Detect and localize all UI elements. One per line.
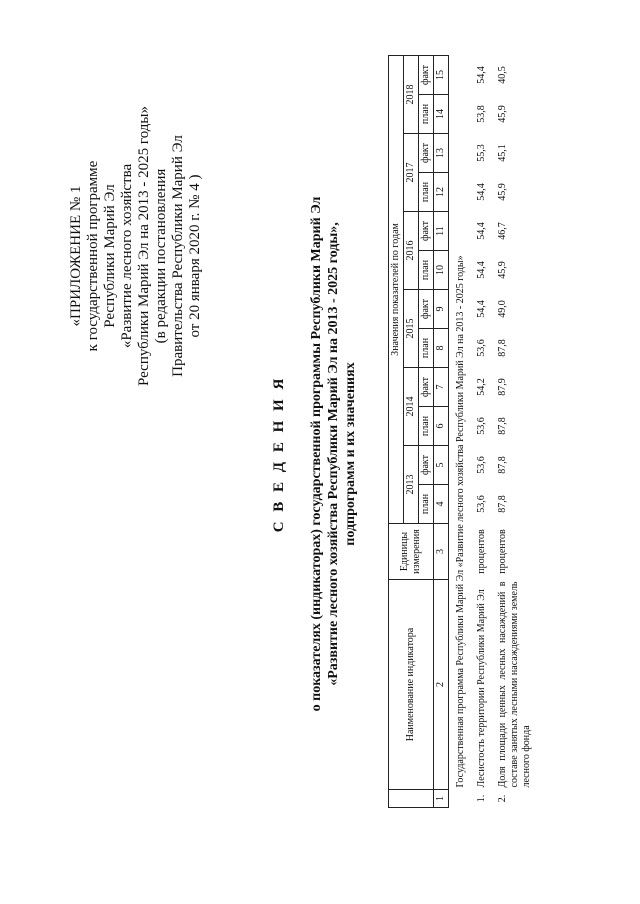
header-fact: факт bbox=[419, 134, 434, 173]
appendix-line: «ПРИЛОЖЕНИЕ № 1 bbox=[68, 185, 84, 327]
row-value: 87,9 bbox=[497, 378, 508, 396]
row-name: Доля площади ценных лесных насаждений в составе занятых лесными насаждениями земель лесного фонда bbox=[497, 581, 532, 788]
row-value: 54,4 bbox=[476, 261, 487, 279]
header-row-1 bbox=[389, 55, 404, 807]
header-fact: факт bbox=[419, 446, 434, 485]
row-value: 87,8 bbox=[497, 339, 508, 357]
indicators-table bbox=[388, 55, 534, 808]
col-number: 15 bbox=[434, 55, 449, 94]
header-fact: факт bbox=[419, 368, 434, 407]
header-year: 2018 bbox=[404, 55, 419, 133]
header-year: 2017 bbox=[404, 134, 419, 212]
col-number: 1 bbox=[434, 790, 449, 808]
col-number: 5 bbox=[434, 446, 449, 485]
header-year: 2016 bbox=[404, 212, 419, 290]
appendix-line: Республики Марий Эл на 2013 - 2025 годы» bbox=[136, 106, 152, 386]
appendix-line: «Развитие лесного хозяйства bbox=[119, 163, 135, 349]
header-plan: план bbox=[419, 485, 434, 524]
col-number: 2 bbox=[434, 580, 449, 790]
col-number: 10 bbox=[434, 251, 449, 290]
appendix-line: Правительства Республики Марий Эл bbox=[170, 135, 186, 377]
row-value: 49,0 bbox=[497, 300, 508, 318]
col-number: 11 bbox=[434, 212, 449, 251]
row-value: 54,4 bbox=[476, 300, 487, 318]
row-value: 45,9 bbox=[497, 183, 508, 201]
header-group: Значения показателей по годам bbox=[389, 55, 404, 523]
header-plan: план bbox=[419, 407, 434, 446]
row-value: 53,6 bbox=[476, 417, 487, 435]
row-value: 45,9 bbox=[497, 105, 508, 123]
row-value: 54,4 bbox=[476, 66, 487, 84]
row-value: 55,3 bbox=[476, 144, 487, 162]
column-number-row bbox=[434, 55, 449, 807]
header-year: 2013 bbox=[404, 446, 419, 524]
row-value: 53,6 bbox=[476, 495, 487, 513]
header-year: 2014 bbox=[404, 368, 419, 446]
header-year: 2015 bbox=[404, 290, 419, 368]
header-name: Наименование индикатора bbox=[389, 580, 434, 790]
document-heading bbox=[270, 104, 359, 804]
header-unit: Единицы измерения bbox=[389, 524, 434, 580]
header-fact: факт bbox=[419, 55, 434, 94]
header-plan: план bbox=[419, 251, 434, 290]
row-value: 45,9 bbox=[497, 261, 508, 279]
table-row bbox=[489, 55, 534, 807]
table-row bbox=[468, 55, 489, 807]
appendix-block bbox=[68, 106, 204, 386]
row-value: 87,8 bbox=[497, 495, 508, 513]
row-value: 53,6 bbox=[476, 456, 487, 474]
row-unit: процентов bbox=[476, 529, 487, 574]
row-value: 87,8 bbox=[497, 456, 508, 474]
col-number: 4 bbox=[434, 485, 449, 524]
row-value: 46,7 bbox=[497, 222, 508, 240]
col-number: 3 bbox=[434, 524, 449, 580]
appendix-line: (в редакции постановления bbox=[153, 168, 169, 344]
heading-line-1: о показателях (индикаторах) государственной программы Республики Марий Эл bbox=[309, 196, 324, 712]
header-plan: план bbox=[419, 95, 434, 134]
row-name: Лесистость территории Республики Марий Эл bbox=[476, 589, 487, 788]
appendix-line: Республики Марий Эл bbox=[102, 184, 118, 328]
row-value: 54,4 bbox=[476, 183, 487, 201]
col-number: 8 bbox=[434, 329, 449, 368]
section-title: Государственная программа Республики Марий Эл «Развитие лесного хозяйства Республики Марий Эл на 2013 - 2025 годы» bbox=[455, 255, 466, 788]
row-value: 40,5 bbox=[497, 66, 508, 84]
row-unit: процентов bbox=[497, 529, 508, 574]
col-number: 14 bbox=[434, 95, 449, 134]
row-num: 1. bbox=[476, 794, 487, 803]
row-value: 53,6 bbox=[476, 339, 487, 357]
col-number: 12 bbox=[434, 173, 449, 212]
header-plan: план bbox=[419, 173, 434, 212]
header-fact: факт bbox=[419, 290, 434, 329]
row-value: 45,1 bbox=[497, 144, 508, 162]
header-fact: факт bbox=[419, 212, 434, 251]
row-num: 2. bbox=[497, 794, 508, 803]
heading-line-3: подпрограмм и их значениях bbox=[343, 362, 358, 546]
heading-line-2: «Развитие лесного хозяйства Республики Марий Эл на 2013 - 2025 годы», bbox=[326, 222, 341, 686]
heading-title: С В Е Д Е Н И Я bbox=[271, 375, 287, 533]
col-number: 9 bbox=[434, 290, 449, 329]
col-number: 7 bbox=[434, 368, 449, 407]
row-value: 87,8 bbox=[497, 417, 508, 435]
header-plan: план bbox=[419, 329, 434, 368]
section-row bbox=[449, 55, 469, 807]
col-number: 13 bbox=[434, 134, 449, 173]
row-value: 53,8 bbox=[476, 105, 487, 123]
row-value: 54,4 bbox=[476, 222, 487, 240]
header-num bbox=[389, 790, 434, 808]
appendix-line: к государственной программе bbox=[85, 160, 101, 352]
col-number: 6 bbox=[434, 407, 449, 446]
appendix-line: от 20 января 2020 г. № 4 ) bbox=[187, 174, 203, 338]
row-value: 54,2 bbox=[476, 378, 487, 396]
